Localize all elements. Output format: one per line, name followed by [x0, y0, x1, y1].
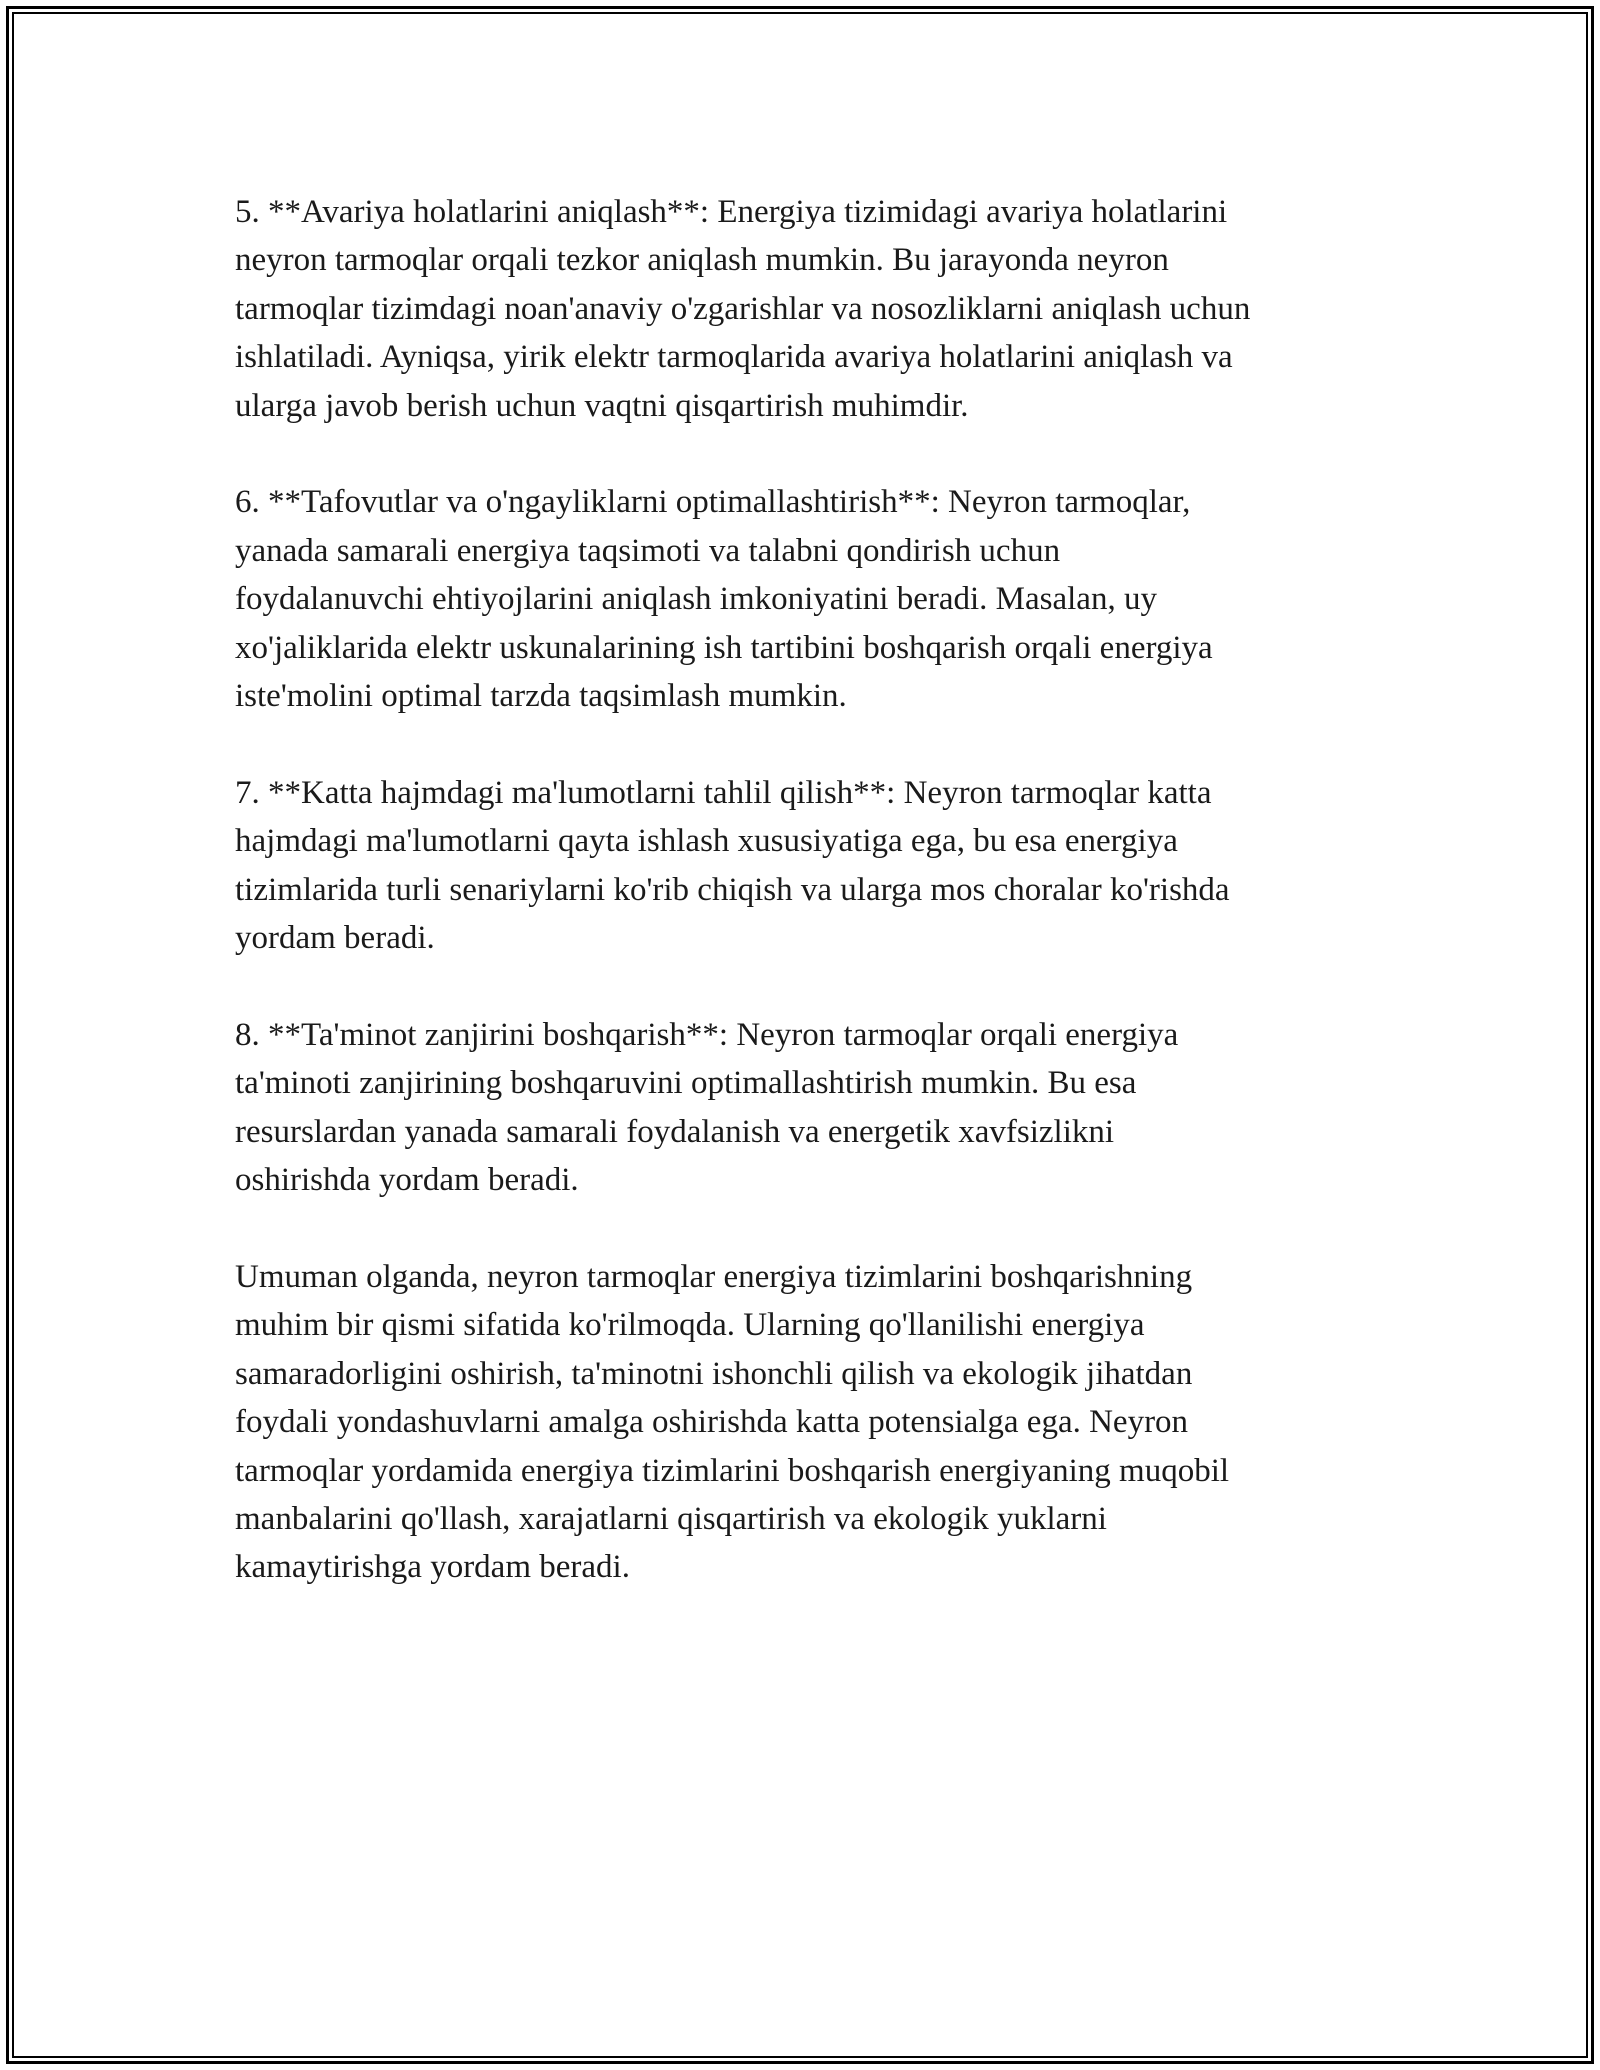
text-line: foydali yondashuvlarni amalga oshirishda katta potensialga ega. Neyron [235, 1404, 1189, 1441]
document-body [235, 188, 1375, 1592]
text-line: ularga javob berish uchun vaqtni qisqartirish muhimdir. [235, 387, 969, 424]
paragraph-tafovutlar [235, 478, 1375, 720]
text-line: iste'molini optimal tarzda taqsimlash mumkin. [235, 678, 847, 715]
text-line: 7. **Katta hajmdagi ma'lumotlarni tahlil qilish**: Neyron tarmoqlar katta [235, 774, 1212, 811]
paragraph-umuman-olganda [235, 1253, 1375, 1592]
text-line: oshirishda yordam beradi. [235, 1162, 579, 1199]
text-line: xo'jaliklarida elektr uskunalarining ish tartibini boshqarish orqali energiya [235, 629, 1213, 666]
text-line: foydalanuvchi ehtiyojlarini aniqlash imkoniyatini beradi. Masalan, uy [235, 581, 1157, 618]
text-line: tarmoqlar tizimdagi noan'anaviy o'zgarishlar va nosozliklarni aniqlash uchun [235, 290, 1251, 327]
text-line: samaradorligini oshirish, ta'minotni ishonchli qilish va ekologik jihatdan [235, 1355, 1193, 1392]
text-line: 6. **Tafovutlar va o'ngayliklarni optimallashtirish**: Neyron tarmoqlar, [235, 484, 1191, 521]
text-line: neyron tarmoqlar orqali tezkor aniqlash mumkin. Bu jarayonda neyron [235, 242, 1169, 279]
text-line: manbalarini qo'llash, xarajatlarni qisqartirish va ekologik yuklarni [235, 1500, 1107, 1537]
text-line: ta'minoti zanjirining boshqaruvini optimallashtirish mumkin. Bu esa [235, 1065, 1137, 1102]
text-line: 8. **Ta'minot zanjirini boshqarish**: Neyron tarmoqlar orqali energiya [235, 1016, 1179, 1053]
text-line: yanada samarali energiya taqsimoti va talabni qondirish uchun [235, 532, 1061, 569]
paragraph-avariya-holatlari [235, 188, 1375, 430]
text-line: Umuman olganda, neyron tarmoqlar energiya tizimlarini boshqarishning [235, 1258, 1193, 1295]
text-line: tarmoqlar yordamida energiya tizimlarini boshqarish energiyaning muqobil [235, 1452, 1230, 1489]
text-line: ishlatiladi. Ayniqsa, yirik elektr tarmoqlarida avariya holatlarini aniqlash va [235, 339, 1233, 376]
text-line: kamaytirishga yordam beradi. [235, 1549, 630, 1586]
text-line: 5. **Avariya holatlarini aniqlash**: Energiya tizimidagi avariya holatlarini [235, 194, 1228, 230]
text-line: muhim bir qismi sifatida ko'rilmoqda. Ularning qo'llanilishi energiya [235, 1307, 1145, 1344]
text-line: yordam beradi. [235, 920, 435, 957]
text-line: resurslardan yanada samarali foydalanish va energetik xavfsizlikni [235, 1113, 1115, 1150]
paragraph-taminot-zanjiri [235, 1011, 1375, 1205]
text-line: hajmdagi ma'lumotlarni qayta ishlash xususiyatiga ega, bu esa energiya [235, 823, 1178, 860]
text-line: tizimlarida turli senariylarni ko'rib chiqish va ularga mos choralar ko'rishda [235, 871, 1230, 908]
paragraph-katta-hajmdagi [235, 769, 1375, 963]
